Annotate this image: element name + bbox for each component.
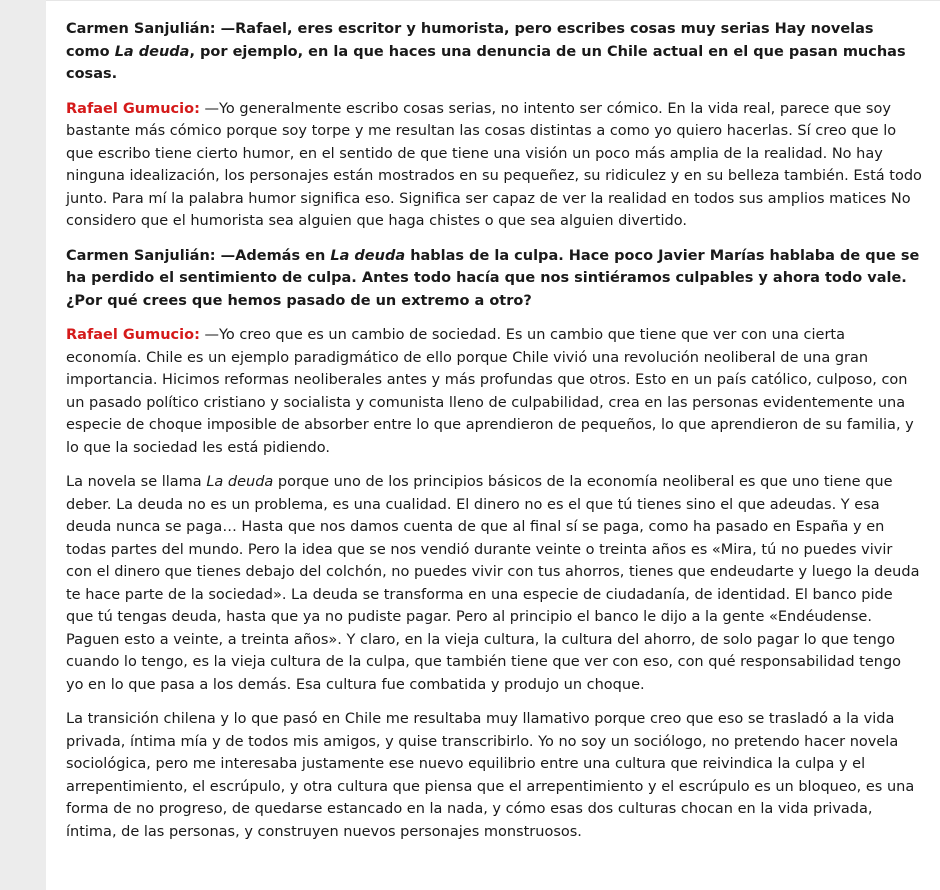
- paragraph-text: —Yo generalmente escribo cosas serias, no intento ser cómico. En la vida real, parece que soy bastante más cómico porque soy torpe y me resultan las cosas distintas a como yo quiero hacerlas. Sí creo que lo que escribo tiene cierto humor, en el sentido de que tiene una visión un poco más amplia de la realidad. No hay ninguna idealización, los personajes están mostrados en su pequeñez, su ridiculez y en su belleza también. Está todo junto. Para mí la palabra humor significa eso. Significa ser capaz de ver la realidad en todos sus amplios matices No considero que el humorista sea alguien que haga chistes o que sea alguien divertido.: [66, 100, 922, 229]
- body-paragraph: [66, 471, 922, 696]
- interview-content: [66, 18, 922, 855]
- book-title: La deuda: [114, 43, 190, 60]
- paragraph-text: —Además en: [215, 247, 331, 264]
- paragraph-text: La transición chilena y lo que pasó en Chile me resultaba muy llamativo porque creo que eso se trasladó a la vida privada, íntima mía y de todos mis amigos, y quise transcribirlo. Yo no soy un sociólogo, no pretendo hacer novela sociológica, pero me interesaba justamente ese nuevo equilibrio entre una cultura que reivindica la culpa y el arrepentimiento, el escrúpulo, y otra cultura que piensa que el arrepentimiento y el escrúpulo es un bloqueo, es una forma de no progreso, de quedarse estancado en la nada, y cómo esas dos culturas chocan en la vida privada, íntima, de las personas, y construyen nuevos personajes monstruosos.: [66, 711, 915, 840]
- paragraph-text: La novela se llama: [66, 474, 207, 490]
- paragraph-text: —Rafael, eres escritor y humorista, pero escribes cosas muy serias Hay novelas como: [66, 21, 874, 60]
- paragraph-text: porque uno de los principios básicos de la economía neoliberal es que uno tiene que deber. La deuda no es un problema, es una cualidad. El dinero no es el que tú tienes sino el que adeudas. Y esa deuda nunca se paga… Hasta que nos damos cuenta de que al final sí se paga, como ha pasado en España y en todas partes del mundo. Pero la idea que se nos vendió durante veinte o treinta años es «Mira, tú no puedes vivir con el dinero que tienes debajo del colchón, no puedes vivir con tus ahorros, tienes que endeudarte y luego la deuda te hace parte de la sociedad». La deuda se transforma en una especie de ciudadanía, de identidad. El banco pide que tú tengas deuda, hasta que ya no pudiste pagar. Pero al principio el banco le dijo a la gente «Endéudense. Paguen esto a veinte, a treinta años». Y claro, en la vieja cultura, la cultura del ahorro, de solo pagar lo que tengo cuando lo tengo, es la vieja cultura de la culpa, que también tiene que ver con eso, con qué responsabilidad tengo yo en lo que pasa a los demás. Esa cultura fue combatida y produjo un choque.: [66, 474, 920, 693]
- book-title: La deuda: [206, 474, 274, 490]
- article-page: [46, 0, 940, 890]
- speaker-name: Carmen Sanjulián:: [66, 247, 216, 264]
- interview-question: [66, 245, 922, 313]
- paragraph-text: hablas de la culpa. Hace poco Javier Marías hablaba de que se ha perdido el sentimiento de culpa. Antes todo hacía que nos sintiéramos culpables y ahora todo vale. ¿Por qué crees que hemos pasado de un extremo a otro?: [66, 247, 920, 309]
- paragraph-text: , por ejemplo, en la que haces una denuncia de un Chile actual en el que pasan muchas cosas.: [66, 43, 906, 82]
- speaker-name: Carmen Sanjulián:: [66, 21, 216, 37]
- speaker-name: Rafael Gumucio:: [66, 100, 200, 117]
- interview-answer: [66, 98, 922, 233]
- speaker-name: Rafael Gumucio:: [66, 327, 200, 343]
- paragraph-text: —Yo creo que es un cambio de sociedad. Es un cambio que tiene que ver con una cierta economía. Chile es un ejemplo paradigmático de ello porque Chile vivió una revolución neoliberal de una gran importancia. Hicimos reformas neoliberales antes y más profundas que otros. Esto en un país católico, culposo, con un pasado político cristiano y socialista y comunista lleno de culpabilidad, crea en las personas evidentemente una especie de choque imposible de absorber entre lo que aprendieron de pequeños, lo que aprendieron de su familia, y lo que la sociedad les está pidiendo.: [66, 327, 914, 456]
- interview-answer: [66, 324, 922, 459]
- book-title: La deuda: [330, 247, 406, 264]
- interview-question: [66, 18, 922, 86]
- page-top-edge: [46, 0, 940, 1]
- body-paragraph: [66, 708, 922, 843]
